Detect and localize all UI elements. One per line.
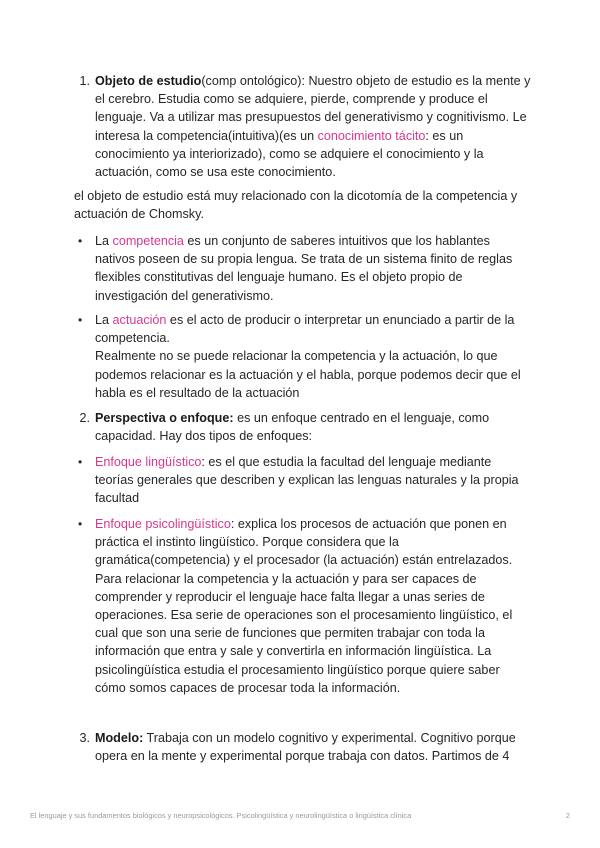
item-body: (comp ontológico): Nuestro objeto de estudio es la mente y el cerebro. Estudia como se adquiere, pierde, comprende y produce el lenguaje. Va a utilizar mas presupuestos del generativismo y cognitivismo. Le interesa la competencia(intuitiva)(es un [95, 74, 531, 143]
bullet-icon: • [78, 313, 83, 327]
list-item-text [95, 729, 532, 765]
list-item-modelo [74, 729, 532, 765]
bullet-body: : explica los procesos de actuación que ponen en práctica el instinto lingüístico. Porque considera que la gramática(competencia) y el procesador (la actuación) están entrelazados. Para relacionar la competencia y la actuación y para ser capaces de comprender y reproducir el lenguaje hace falta llegar a unas series de operaciones. Esa serie de operaciones son el procesamiento lingüístico, el cual que son una serie de funciones que permiten trabajar con toda la información que entra y sale y convertirla en información lingüística. La psicolingüística estudia el procesamiento lingüístico porque quiere saber cómo somos capaces de procesar toda la información. [95, 517, 513, 695]
item-heading: Objeto de estudio [95, 74, 202, 88]
term-highlight: actuación [112, 313, 167, 327]
bullet-prefix: La [95, 313, 113, 327]
paragraph: el objeto de estudio está muy relacionado con la dicotomía de la competencia y actuación de Chomsky. [74, 189, 518, 222]
term-highlight: Enfoque psicolingüístico [95, 517, 231, 531]
item-heading: Modelo: [95, 731, 144, 745]
page-number: 2 [565, 811, 570, 820]
list-item-text [95, 72, 532, 181]
list-number: 3. [79, 731, 90, 745]
bullet-icon: • [78, 234, 83, 248]
list-number: 2. [79, 411, 90, 425]
item-heading: Perspectiva o enfoque: [95, 411, 234, 425]
bullet-body: : es el que estudia la facultad del lenguaje mediante teorías generales que describen y explican las lenguas naturales y la propia facultad [95, 455, 519, 506]
list-item-objeto-de-estudio [74, 72, 532, 181]
bullet-icon: • [78, 455, 83, 469]
item-body: Trabaja con un modelo cognitivo y experimental. Cognitivo porque opera en la mente y experimental porque trabaja con datos. Partimos de 4 [95, 731, 516, 764]
bullet-item-enfoque-linguistico [74, 453, 532, 508]
list-number: 1. [79, 74, 90, 88]
bullet-text [95, 453, 532, 508]
bullet-extra-text: Realmente no se puede relacionar la competencia y la actuación, lo que podemos relacionar es la actuación y el habla, porque podemos decir que el habla es el resultado de la actuación [95, 349, 521, 400]
bullet-item-enfoque-psicolinguistico [74, 515, 532, 697]
bullet-body: es el acto de producir o interpretar un enunciado a partir de la competencia. [95, 313, 515, 346]
bullet-item-actuacion [74, 311, 532, 402]
term-highlight: conocimiento tácito [317, 128, 426, 143]
list-item-perspectiva [74, 409, 532, 445]
bullet-item-competencia [74, 232, 532, 305]
term-highlight: competencia [112, 234, 184, 248]
term-highlight: Enfoque lingüístico [95, 455, 202, 469]
item-body: : es un conocimiento ya interiorizado), como se adquiere el conocimiento y la actuación, como se usa este conocimiento. [95, 128, 484, 180]
page-footer [30, 811, 570, 820]
bullet-text [95, 232, 532, 305]
bullet-prefix: La [95, 234, 113, 248]
bullet-body: es un conjunto de saberes intuitivos que los hablantes nativos poseen de su propia lengua. Se trata de un sistema finito de reglas flexibles constitutivas del lenguaje humano. Es el objeto propio de investigación del generativismo. [95, 234, 513, 303]
bullet-icon: • [78, 517, 83, 531]
list-item-text [95, 409, 532, 445]
item-body: es un enfoque centrado en el lenguaje, como capacidad. Hay dos tipos de enfoques: [95, 411, 490, 444]
footer-text: El lenguaje y sus fundamentos biológicos y neuropsicológicos. Psicolingüística y neurolingüística o lingüística clínica [30, 811, 412, 820]
bullet-text [95, 311, 532, 347]
bullet-text [95, 515, 532, 697]
